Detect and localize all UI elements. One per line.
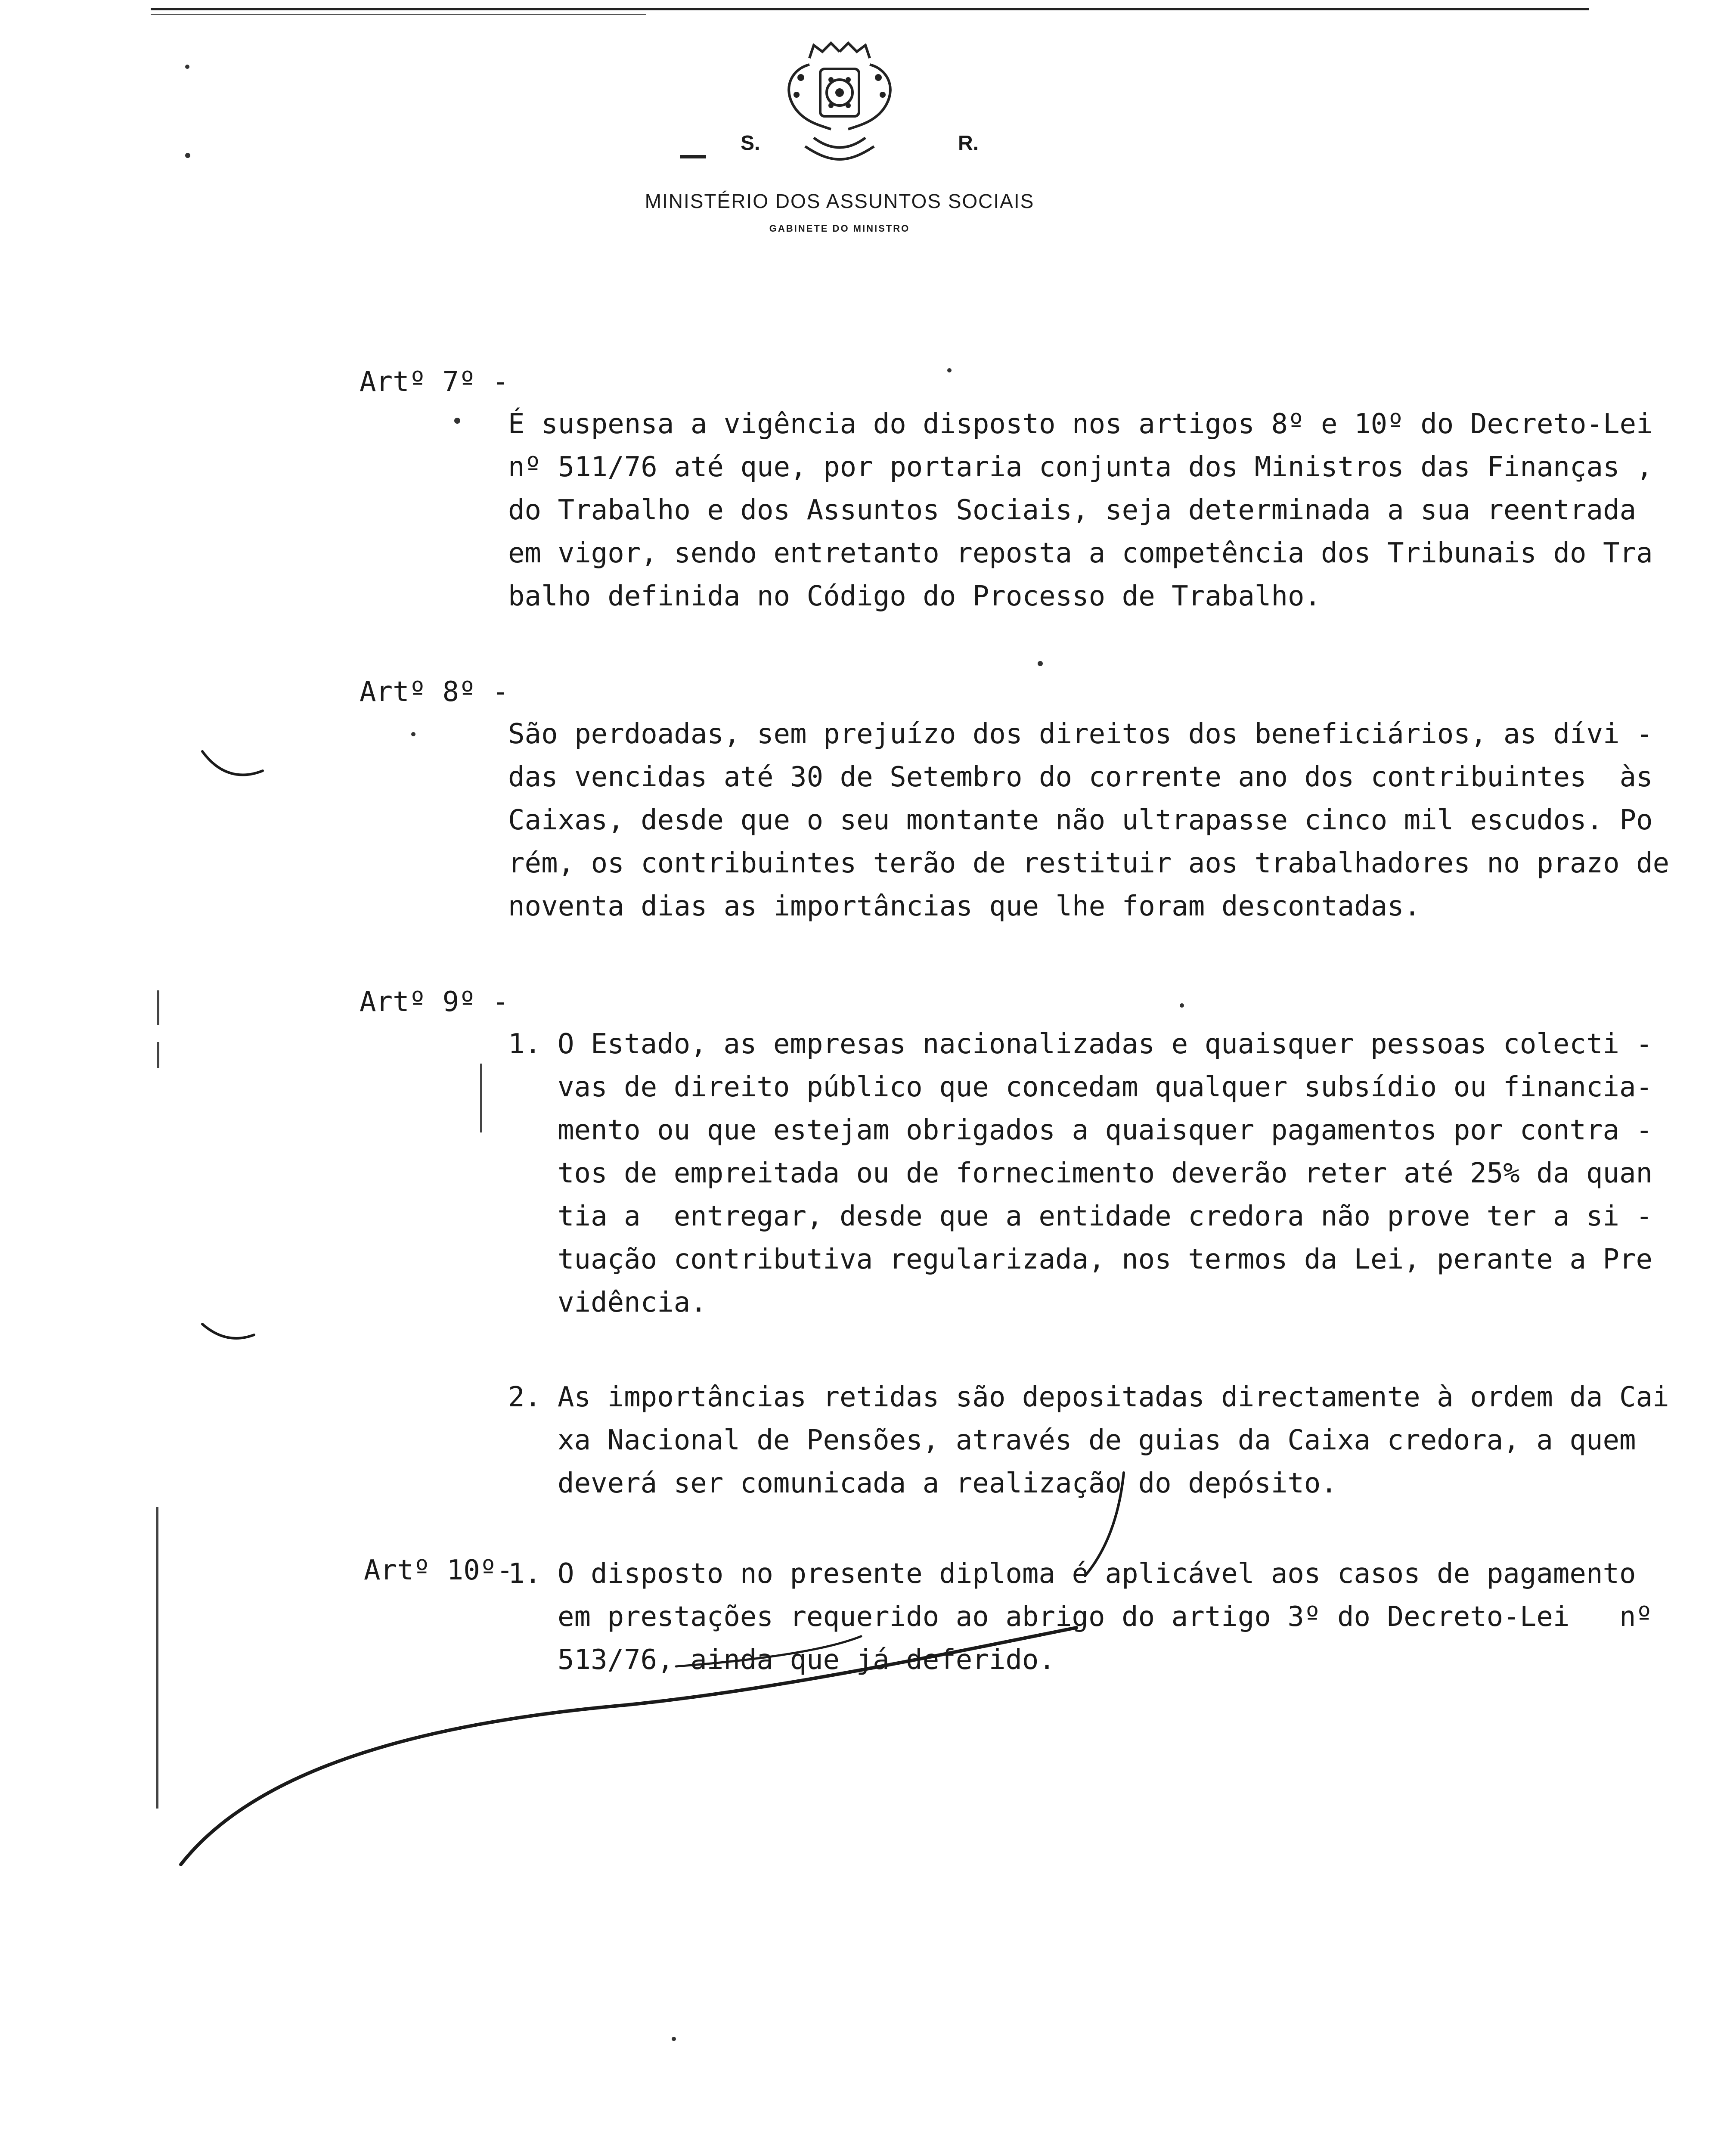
text-line: São perdoadas, sem prejuízo dos direitos dos beneficiários, as dívi - (508, 718, 1653, 750)
scan-speck (185, 153, 190, 158)
text-line: em vigor, sendo entretanto reposta a competência dos Tribunais do Tra (508, 537, 1653, 569)
text-line: em prestações requerido ao abrigo do artigo 3º do Decreto-Lei nº (558, 1601, 1653, 1633)
article-7-body (508, 403, 1653, 618)
text-line: É suspensa a vigência do disposto nos artigos 8º e 10º do Decreto-Lei (508, 408, 1653, 440)
text-line: O Estado, as empresas nacionalizadas e quaisquer pessoas colecti - (558, 1028, 1653, 1060)
text-line: das vencidas até 30 de Setembro do corrente ano dos contribuintes às (508, 761, 1653, 793)
top-border-line (151, 8, 1589, 10)
article-8-label: Artº 8º - (360, 676, 509, 708)
text-line: do Trabalho e dos Assuntos Sociais, seja determinada a sua reentrada (508, 494, 1637, 526)
text-line: xa Nacional de Pensões, através de guias da Caixa credora, a quem (558, 1424, 1636, 1456)
text-line: tos de empreitada ou de fornecimento deverão reter até 25% da quan (558, 1157, 1653, 1189)
scan-margin-mark (157, 990, 159, 1025)
text-line: nº 511/76 até que, por portaria conjunta dos Ministros das Finanças , (508, 451, 1653, 483)
text-line: tuação contributiva regularizada, nos termos da Lei, perante a Pre (558, 1244, 1653, 1275)
text-line: As importâncias retidas são depositadas directamente à ordem da Cai (558, 1381, 1669, 1413)
scan-speck (1038, 661, 1043, 666)
scan-speck (454, 418, 460, 424)
scan-speck (185, 65, 189, 69)
letterhead-left-letter: S. (741, 132, 760, 155)
text-line: mento ou que estejam obrigados a quaisquer pagamentos por contra - (558, 1114, 1653, 1146)
article-8-body (508, 713, 1670, 928)
article-10-label: Artº 10º- (364, 1554, 513, 1586)
margin-bracket-mark (202, 1324, 254, 1338)
text-line: 513/76, ainda que já deferido. (558, 1644, 1055, 1676)
text-line: vas de direito público que concedam qualquer subsídio ou financia- (558, 1071, 1653, 1103)
scan-speck (947, 368, 952, 372)
scan-speck (411, 732, 415, 736)
ministry-title: MINISTÉRIO DOS ASSUNTOS SOCIAIS (645, 190, 1035, 212)
text-line: rém, os contribuintes terão de restituir aos trabalhadores no prazo de (508, 847, 1670, 879)
article-7-label: Artº 7º - (360, 366, 509, 398)
letterhead (581, 34, 1098, 233)
scan-margin-mark (157, 1042, 159, 1068)
text-line: tia a entregar, desde que a entidade credora não prove ter a si - (558, 1201, 1653, 1232)
text-line: noventa dias as importâncias que lhe foram descontadas. (508, 890, 1421, 922)
article-9-label: Artº 9º - (360, 986, 509, 1018)
item-number: 2. (508, 1381, 542, 1413)
top-border-line-secondary (151, 14, 646, 15)
margin-bracket-mark (202, 751, 263, 775)
scan-margin-mark (480, 1064, 482, 1132)
item-number: 1. (508, 1028, 542, 1060)
letterhead-dash (680, 155, 706, 158)
coat-of-arms-icon (766, 39, 913, 168)
text-line: O disposto no presente diploma é aplicável aos casos de pagamento (558, 1558, 1636, 1590)
item-number: 1. (508, 1558, 542, 1590)
text-line: balho definida no Código do Processo de Trabalho. (508, 580, 1321, 612)
scan-speck (1180, 1003, 1184, 1008)
text-line: deverá ser comunicada a realização do depósito. (558, 1467, 1337, 1499)
scan-margin-mark (156, 1507, 158, 1809)
scan-speck (672, 2037, 676, 2041)
text-line: Caixas, desde que o seu montante não ultrapasse cinco mil escudos. Po (508, 804, 1653, 836)
text-line: vidência. (558, 1287, 707, 1318)
letterhead-right-letter: R. (958, 132, 979, 155)
office-subtitle: GABINETE DO MINISTRO (769, 223, 910, 234)
